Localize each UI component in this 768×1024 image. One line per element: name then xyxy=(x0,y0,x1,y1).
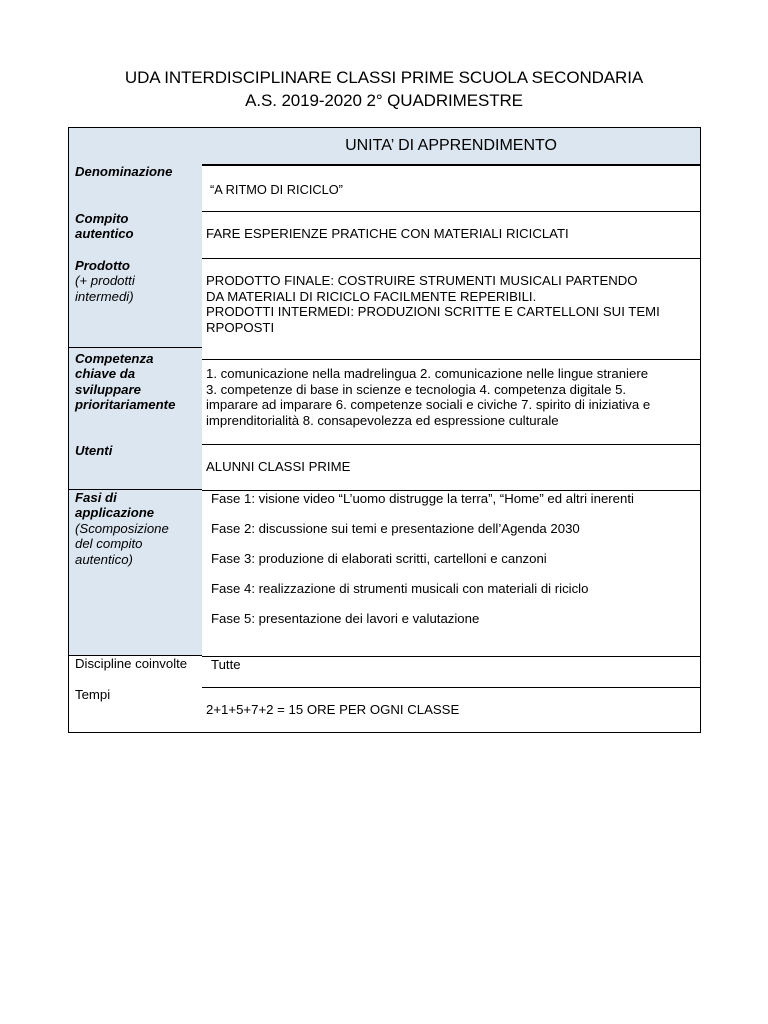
value-compito: FARE ESPERIENZE PRATICHE CON MATERIALI RICICLATI xyxy=(202,211,700,258)
label-compito: Compito autentico xyxy=(75,211,134,242)
title-line-1: UDA INTERDISCIPLINARE CLASSI PRIME SCUOLA SECONDARIA xyxy=(124,68,644,87)
phase-4: Fase 4: realizzazione di strumenti musicali con materiali di riciclo xyxy=(211,581,589,596)
phase-1: Fase 1: visione video “L’uomo distrugge la terra”, “Home” ed altri inerenti xyxy=(211,491,634,506)
label-competenza: Competenza chiave da sviluppare prioritariamente xyxy=(75,351,176,413)
phase-3: Fase 3: produzione di elaborati scritti, cartelloni e canzoni xyxy=(211,551,547,566)
value-prodotto: PRODOTTO FINALE: COSTRUIRE STRUMENTI MUSICALI PARTENDO DA MATERIALI DI RICICLO FACILMENTE REPERIBILI. PRODOTTI INTERMEDI: PRODUZIONI SCRITTE E CARTELLONI SUI TEMI RPOPOSTI xyxy=(202,258,700,359)
label-utenti: Utenti xyxy=(75,443,113,458)
title-line-2: A.S. 2019-2020 2° QUADRIMESTRE xyxy=(245,91,523,110)
document-title xyxy=(0,66,768,112)
label-column xyxy=(69,128,202,732)
value-fasi xyxy=(202,490,700,656)
uda-table xyxy=(68,127,701,733)
value-discipline: Tutte xyxy=(202,656,700,687)
label-tempi: Tempi xyxy=(75,687,111,702)
phase-2: Fase 2: discussione sui temi e presentazione dell’Agenda 2030 xyxy=(211,521,580,536)
value-utenti: ALUNNI CLASSI PRIME xyxy=(202,444,700,490)
label-denominazione: Denominazione xyxy=(75,164,173,179)
value-tempi: 2+1+5+7+2 = 15 ORE PER OGNI CLASSE xyxy=(202,687,700,732)
label-prodotto: Prodotto (+ prodotti intermedi) xyxy=(75,258,135,304)
value-competenza: 1. comunicazione nella madrelingua 2. comunicazione nelle lingue straniere 3. competenze di base in scienze e tecnologia 4. competenza digitale 5. imparare ad imparare 6. competenze sociali e civiche 7. spirito di iniziativa e imprenditorialità 8. consapevolezza ed espressione culturale xyxy=(202,359,700,444)
phase-5: Fase 5: presentazione dei lavori e valutazione xyxy=(211,611,480,626)
label-discipline: Discipline coinvolte xyxy=(75,656,188,671)
table-heading: UNITA’ DI APPRENDIMENTO xyxy=(202,128,700,165)
label-fasi: Fasi di applicazione (Scomposizione del compito autentico) xyxy=(75,490,169,567)
value-denominazione: “A RITMO DI RICICLO” xyxy=(202,165,700,211)
